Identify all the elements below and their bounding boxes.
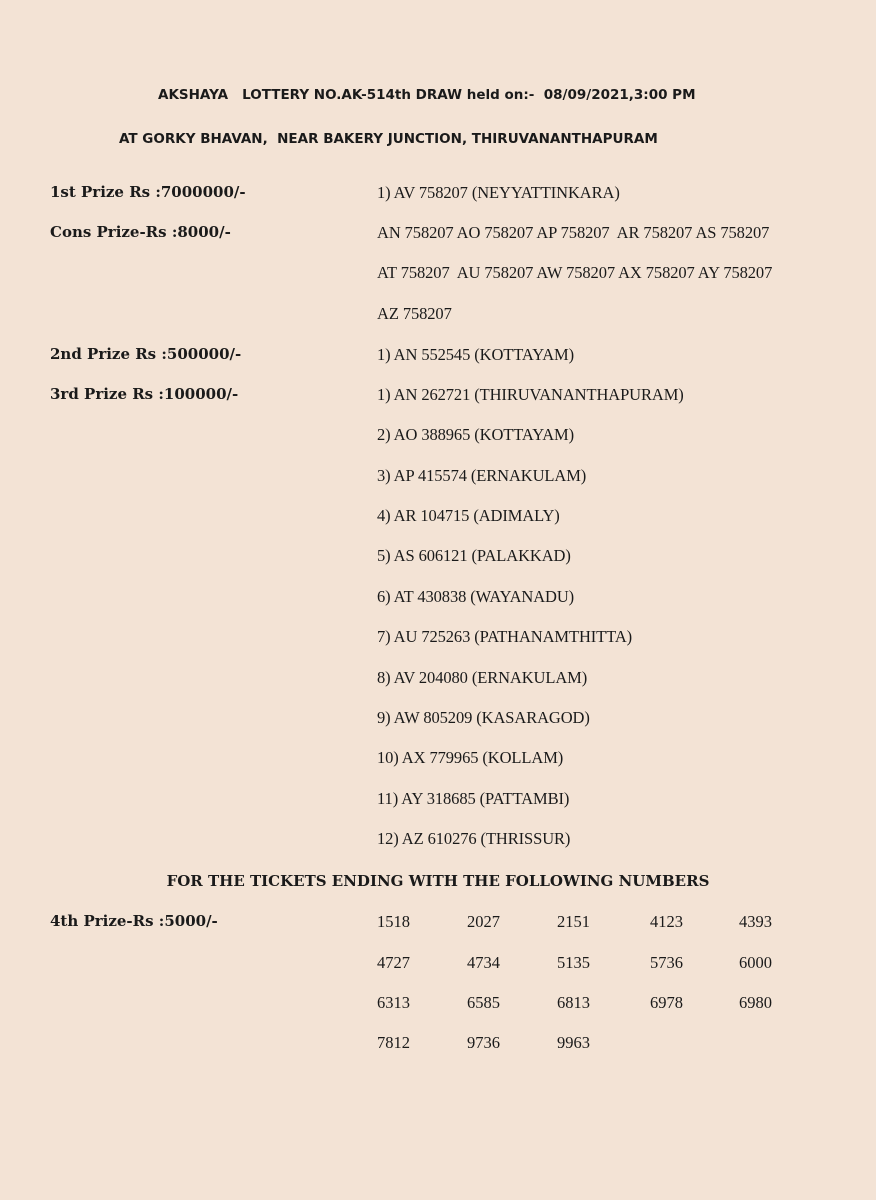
third-prize-winner: 3) AP 415574 (ERNAKULAM) — [377, 466, 587, 485]
first-prize-winner: 1) AV 758207 (NEYYATTINKARA) — [377, 183, 620, 202]
endings-title: FOR THE TICKETS ENDING WITH THE FOLLOWING NUMBERS — [166, 872, 710, 890]
second-prize-winner: 1) AN 552545 (KOTTAYAM) — [377, 345, 574, 364]
draw-venue: AT GORKY BHAVAN, NEAR BAKERY JUNCTION, THIRUVANANTHAPURAM — [119, 131, 658, 147]
ticket-ending: 9963 — [557, 1033, 590, 1052]
third-prize-winner: 12) AZ 610276 (THRISSUR) — [377, 829, 571, 848]
ticket-ending: 9736 — [467, 1033, 500, 1052]
ticket-ending: 5135 — [557, 953, 590, 972]
ticket-ending: 4123 — [650, 912, 683, 931]
ticket-ending: 4734 — [467, 953, 500, 972]
ticket-ending: 1518 — [377, 912, 410, 931]
third-prize-winner: 6) AT 430838 (WAYANADU) — [377, 587, 575, 606]
ticket-ending: 6313 — [377, 993, 410, 1012]
ticket-ending: 4393 — [739, 912, 772, 931]
cons-prize-line: AZ 758207 — [377, 304, 452, 323]
third-prize-label: 3rd Prize Rs :100000/- — [50, 385, 239, 403]
cons-prize-label: Cons Prize-Rs :8000/- — [50, 223, 231, 241]
third-prize-winner: 8) AV 204080 (ERNAKULAM) — [377, 668, 588, 687]
third-prize-winner: 11) AY 318685 (PATTAMBI) — [377, 789, 570, 808]
third-prize-winner: 10) AX 779965 (KOLLAM) — [377, 748, 564, 767]
ticket-ending: 6978 — [650, 993, 683, 1012]
ticket-ending: 5736 — [650, 953, 683, 972]
first-prize-label: 1st Prize Rs :7000000/- — [50, 183, 246, 201]
third-prize-winner: 4) AR 104715 (ADIMALY) — [377, 506, 560, 525]
fourth-prize-label: 4th Prize-Rs :5000/- — [50, 912, 218, 930]
ticket-ending: 6585 — [467, 993, 500, 1012]
ticket-ending: 6000 — [739, 953, 772, 972]
ticket-ending: 6813 — [557, 993, 590, 1012]
ticket-ending: 6980 — [739, 993, 772, 1012]
cons-prize-line: AN 758207 AO 758207 AP 758207 AR 758207 AS 758207 — [377, 223, 770, 242]
second-prize-label: 2nd Prize Rs :500000/- — [50, 345, 242, 363]
third-prize-winner: 1) AN 262721 (THIRUVANANTHAPURAM) — [377, 385, 684, 404]
third-prize-winner: 5) AS 606121 (PALAKKAD) — [377, 546, 571, 565]
third-prize-winner: 7) AU 725263 (PATHANAMTHITTA) — [377, 627, 633, 646]
ticket-ending: 4727 — [377, 953, 410, 972]
third-prize-winner: 9) AW 805209 (KASARAGOD) — [377, 708, 590, 727]
cons-prize-line: AT 758207 AU 758207 AW 758207 AX 758207 AY 758207 — [377, 263, 773, 282]
ticket-ending: 7812 — [377, 1033, 410, 1052]
third-prize-winner: 2) AO 388965 (KOTTAYAM) — [377, 425, 574, 444]
ticket-ending: 2027 — [467, 912, 500, 931]
ticket-ending: 2151 — [557, 912, 590, 931]
draw-title: AKSHAYA LOTTERY NO.AK-514th DRAW held on:- 08/09/2021,3:00 PM — [158, 87, 696, 103]
